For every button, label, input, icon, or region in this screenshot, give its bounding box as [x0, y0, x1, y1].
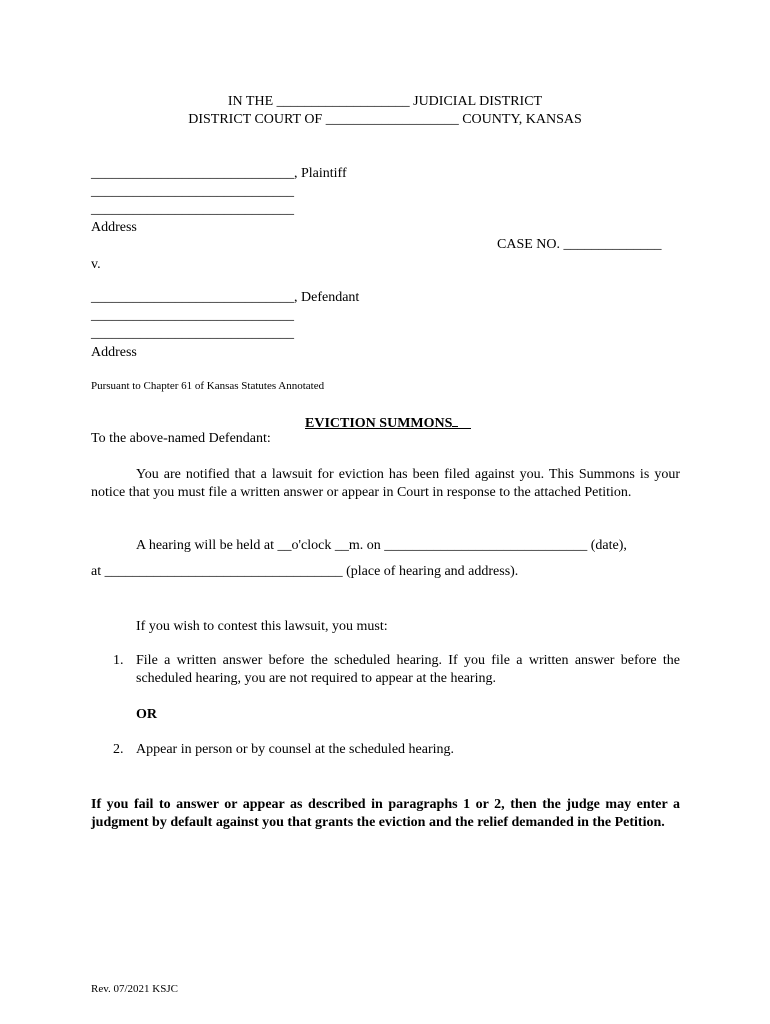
case-number: CASE NO. ______________ [497, 237, 662, 252]
court-header-line1: IN THE ___________________ JUDICIAL DISTRICT [227, 94, 543, 109]
plaintiff-address-line-1: _____________________________ [91, 184, 294, 199]
plaintiff-address-line-2: _____________________________ [91, 202, 294, 217]
title-underline-tail [452, 413, 458, 427]
hearing-time-line: A hearing will be held at __o'clock __m. on _____________________________ (date), [136, 538, 627, 553]
plaintiff-name-line: _____________________________, Plaintiff [91, 166, 347, 181]
defendant-name-line: _____________________________, Defendant [91, 290, 360, 305]
salutation: To the above-named Defendant: [91, 431, 271, 446]
hearing-place-line: at __________________________________ (place of hearing and address). [91, 564, 519, 579]
title-underline [305, 428, 471, 429]
option-1-number: 1. [113, 653, 124, 668]
option-2-number: 2. [113, 742, 124, 757]
option-1-text: File a written answer before the scheduled hearing. If you file a written answer before the scheduled hearing, you are not required to appear at the hearing. [136, 653, 680, 686]
defendant-address-label: Address [91, 345, 137, 360]
document-title-text: EVICTION SUMMONS [305, 416, 453, 431]
plaintiff-address-label: Address [91, 220, 137, 235]
court-header-line2: DISTRICT COURT OF ___________________ COUNTY, KANSAS [188, 112, 582, 127]
contest-intro: If you wish to contest this lawsuit, you must: [136, 619, 388, 634]
statute-note: Pursuant to Chapter 61 of Kansas Statutes Annotated [91, 380, 325, 392]
revision-footer: Rev. 07/2021 KSJC [91, 983, 178, 995]
option-2-text: Appear in person or by counsel at the scheduled hearing. [136, 742, 455, 757]
versus-label: v. [91, 257, 101, 272]
defendant-address-line-1: _____________________________ [91, 308, 294, 323]
notice-paragraph: You are notified that a lawsuit for eviction has been filed against you. This Summons is your notice that you must file a written answer or appear in Court in response to the attached Petition. [91, 467, 680, 500]
defendant-address-line-2: _____________________________ [91, 326, 294, 341]
default-judgment-warning: If you fail to answer or appear as described in paragraphs 1 or 2, then the judge may enter a judgment by default against you that grants the eviction and the relief demanded in the Petition. [91, 797, 680, 830]
or-label: OR [136, 707, 157, 722]
